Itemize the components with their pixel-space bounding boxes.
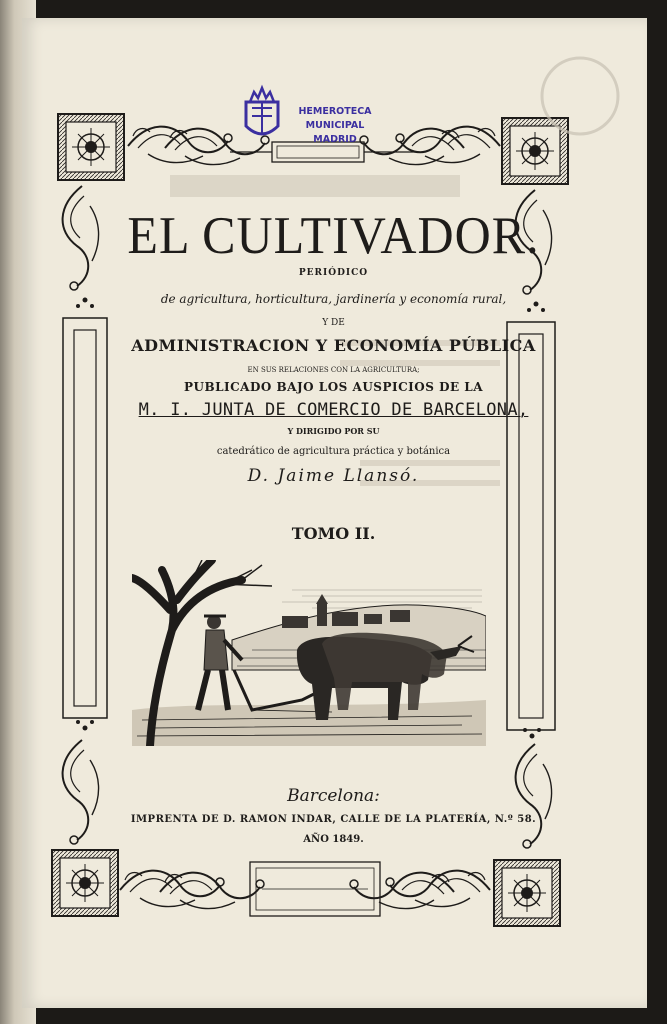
administracion-heading: ADMINISTRACION Y ECONOMÍA PÚBLICA <box>131 336 536 355</box>
periodico-label: PERIÓDICO <box>298 268 369 278</box>
publication-title: EL CULTIVADOR. <box>127 205 540 265</box>
author-name: D. Jaime Llansó. <box>247 466 420 486</box>
stamp-line-2: MUNICIPAL <box>305 120 365 131</box>
catedratico-line: catedrático de agricultura práctica y botánica <box>216 446 451 457</box>
stamp-line-1: HEMEROTECA <box>298 106 372 117</box>
subtitle: de agricultura, horticultura, jardinería y economía rural, <box>160 292 507 306</box>
printer-line: IMPRENTA DE D. RAMON INDAR, CALLE DE LA PLATERÍA, N.º 58. <box>130 814 537 825</box>
ploughing-illustration <box>132 560 486 746</box>
library-stamp <box>238 84 383 164</box>
relaciones-line: EN SUS RELACIONES CON LA AGRICULTURA; <box>247 366 420 374</box>
city-line: Barcelona: <box>287 786 380 806</box>
dirigido-line: Y DIRIGIDO POR SU <box>287 426 380 436</box>
stamp-line-3: MADRID <box>313 134 357 145</box>
y-de-label: Y DE <box>322 318 345 328</box>
volume-label: TOMO II. <box>291 524 376 543</box>
coat-of-arms-icon <box>238 84 286 144</box>
publicado-line: PUBLICADO BAJO LOS AUSPICIOS DE LA <box>183 380 484 394</box>
year-line: AÑO 1849. <box>303 834 364 845</box>
junta-heading: M. I. JUNTA DE COMERCIO DE BARCELONA, <box>138 400 529 420</box>
